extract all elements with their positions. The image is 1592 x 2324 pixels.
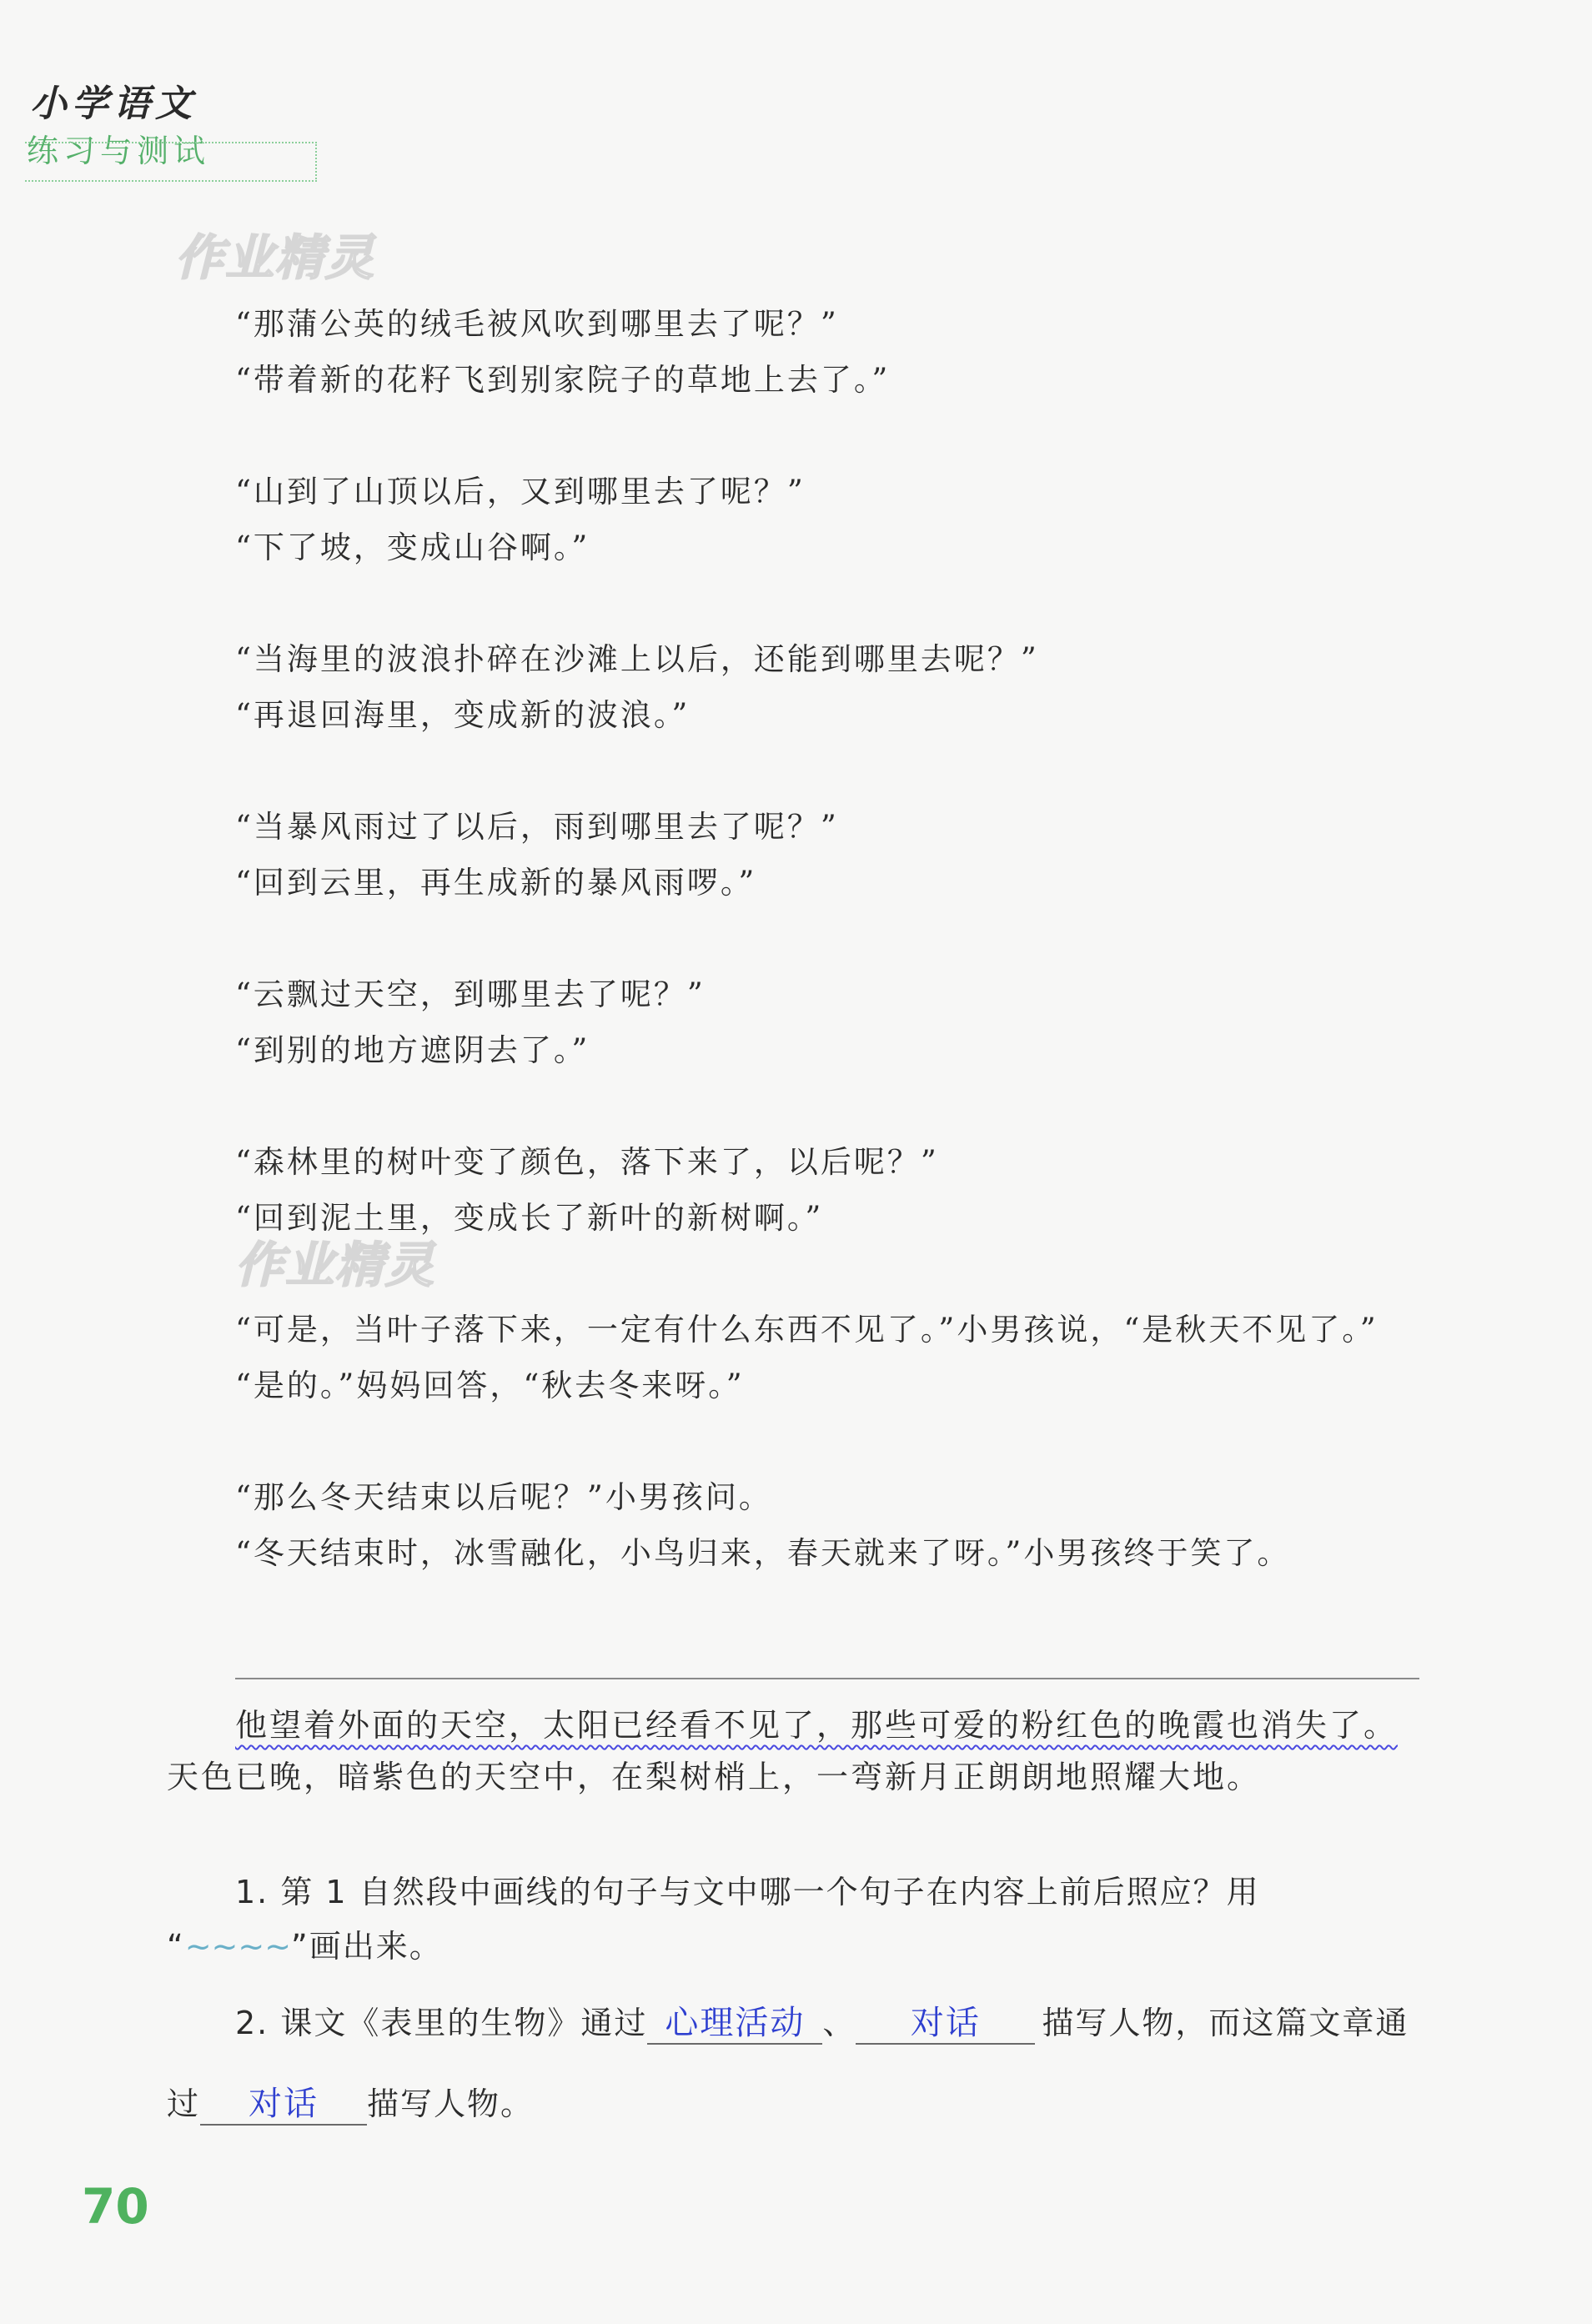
question-2-text-3: 过 <box>167 2086 201 2122</box>
wavy-mark-symbol: ~~~~ <box>184 1928 292 1965</box>
dialogue-question: “云飘过天空，到哪里去了呢？” <box>235 976 706 1012</box>
section-divider <box>235 1678 1419 1679</box>
dialogue-block-6 <box>235 1134 1428 1246</box>
dialogue-block-5 <box>235 966 1428 1078</box>
dialogue-block-7 <box>235 1302 1428 1413</box>
dialogue-block-8 <box>235 1469 1428 1581</box>
question-1-line-1: 1. 第 1 自然段中画线的句子与文中哪一个句子在内容上前后照应？用 <box>235 1874 1260 1910</box>
dialogue-answer: “是的。”妈妈回答，“秋去冬来呀。” <box>235 1368 745 1403</box>
answer-blank-2[interactable]: 对话 <box>856 2003 1035 2045</box>
dialogue-block-4 <box>235 799 1428 911</box>
question-2-text-2: 描写人物，而这篇文章通 <box>1042 2005 1409 2041</box>
dialogue-question: “当暴风雨过了以后，雨到哪里去了呢？” <box>235 809 839 845</box>
answer-blank-1[interactable]: 心理活动 <box>647 2003 822 2045</box>
separator: 、 <box>822 2005 856 2041</box>
question-2-line-1 <box>235 1997 1409 2045</box>
dialogue-answer: “再退回海里，变成新的波浪。” <box>235 697 691 733</box>
header-dotted-frame <box>25 142 317 182</box>
dialogue-question: “可是，当叶子落下来，一定有什么东西不见了。”小男孩说，“是秋天不见了。” <box>235 1312 1379 1348</box>
question-2-text-4: 描写人物。 <box>367 2086 535 2122</box>
dialogue-question: “那么冬天结束以后呢？”小男孩问。 <box>235 1479 772 1515</box>
wavy-underlined-sentence: 他望着外面的天空，太阳已经看不见了，那些可爱的粉红色的晚霞也消失了。 <box>235 1707 1399 1744</box>
dialogue-question: “那蒲公英的绒毛被风吹到哪里去了呢？” <box>235 306 839 342</box>
header-subtitle: 练习与测试 <box>27 133 211 169</box>
dialogue-question: “当海里的波浪扑碎在沙滩上以后，还能到哪里去呢？” <box>235 641 1039 677</box>
question-2-text-1: 2. 课文《表里的生物》通过 <box>235 2005 648 2041</box>
answer-blank-3[interactable]: 对话 <box>200 2084 367 2126</box>
dialogue-answer: “带着新的花籽飞到别家院子的草地上去了。” <box>235 362 891 398</box>
question-1-line-2 <box>167 1920 443 1966</box>
dialogue-block-1 <box>235 296 1428 408</box>
dialogue-block-2 <box>235 464 1428 575</box>
dialogue-block-3 <box>235 631 1428 743</box>
excerpt-line-1 <box>235 1699 1398 1745</box>
dialogue-question: “山到了山顶以后，又到哪里去了呢？” <box>235 474 806 509</box>
dialogue-answer: “冬天结束时，冰雪融化，小鸟归来，春天就来了呀。”小男孩终于笑了。 <box>235 1535 1291 1571</box>
open-quote: “ <box>167 1928 185 1965</box>
dialogue-answer: “回到云里，再生成新的暴风雨啰。” <box>235 865 757 901</box>
header-title: 小学语文 <box>30 83 197 125</box>
watermark-top: 作业精灵 <box>175 229 376 286</box>
dialogue-question: “森林里的树叶变了颜色，落下来了，以后呢？” <box>235 1144 939 1180</box>
watermark-middle: 作业精灵 <box>235 1237 436 1293</box>
dialogue-answer: “下了坡，变成山谷啊。” <box>235 530 590 565</box>
dialogue-answer: “回到泥土里，变成长了新叶的新树啊。” <box>235 1200 824 1236</box>
excerpt-line-2: 天色已晚，暗紫色的天空中，在梨树梢上，一弯新月正朗朗地照耀大地。 <box>167 1759 1262 1795</box>
page-number: 70 <box>82 2178 149 2235</box>
dialogue-answer: “到别的地方遮阴去了。” <box>235 1032 590 1068</box>
question-1-rest: ”画出来。 <box>291 1928 443 1965</box>
question-2-line-2 <box>167 2078 534 2126</box>
